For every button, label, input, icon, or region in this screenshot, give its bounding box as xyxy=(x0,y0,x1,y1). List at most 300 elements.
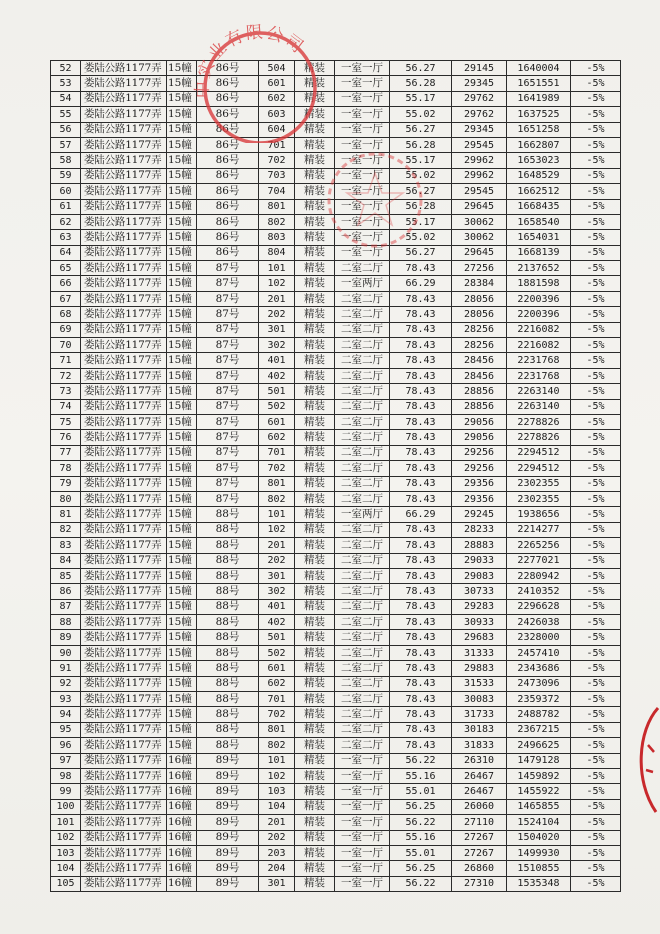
cell-room: 601 xyxy=(259,76,295,91)
cell-discount: -5% xyxy=(571,491,621,506)
cell-addr: 娄陆公路1177弄 xyxy=(81,676,167,691)
cell-unit: 86号 xyxy=(197,137,259,152)
cell-addr: 娄陆公路1177弄 xyxy=(81,122,167,137)
cell-no: 97 xyxy=(51,753,81,768)
cell-discount: -5% xyxy=(571,568,621,583)
cell-layout: 二室二厅 xyxy=(335,522,390,537)
cell-bld: 15幢 xyxy=(167,507,197,522)
cell-no: 86 xyxy=(51,584,81,599)
cell-deco: 精装 xyxy=(295,599,335,614)
cell-unit: 86号 xyxy=(197,107,259,122)
cell-unit: 87号 xyxy=(197,414,259,429)
cell-unit-price: 27310 xyxy=(452,876,507,891)
cell-bld: 15幢 xyxy=(167,184,197,199)
cell-deco: 精装 xyxy=(295,168,335,183)
cell-addr: 娄陆公路1177弄 xyxy=(81,338,167,353)
cell-bld: 15幢 xyxy=(167,137,197,152)
table-row xyxy=(51,876,621,891)
cell-area: 78.43 xyxy=(390,630,452,645)
cell-addr: 娄陆公路1177弄 xyxy=(81,753,167,768)
cell-no: 76 xyxy=(51,430,81,445)
table-row xyxy=(51,61,621,76)
cell-area: 78.43 xyxy=(390,553,452,568)
cell-area: 78.43 xyxy=(390,522,452,537)
cell-layout: 一室一厅 xyxy=(335,137,390,152)
cell-room: 202 xyxy=(259,553,295,568)
cell-addr: 娄陆公路1177弄 xyxy=(81,615,167,630)
table-row xyxy=(51,845,621,860)
cell-total: 2302355 xyxy=(507,476,571,491)
cell-deco: 精装 xyxy=(295,692,335,707)
cell-area: 78.43 xyxy=(390,645,452,660)
table-row xyxy=(51,414,621,429)
cell-unit: 88号 xyxy=(197,645,259,660)
cell-area: 56.27 xyxy=(390,184,452,199)
cell-unit: 86号 xyxy=(197,91,259,106)
cell-layout: 一室一厅 xyxy=(335,61,390,76)
cell-room: 702 xyxy=(259,153,295,168)
cell-addr: 娄陆公路1177弄 xyxy=(81,784,167,799)
cell-area: 78.43 xyxy=(390,692,452,707)
cell-addr: 娄陆公路1177弄 xyxy=(81,522,167,537)
cell-layout: 二室二厅 xyxy=(335,338,390,353)
cell-bld: 15幢 xyxy=(167,661,197,676)
cell-room: 203 xyxy=(259,845,295,860)
cell-addr: 娄陆公路1177弄 xyxy=(81,815,167,830)
cell-bld: 15幢 xyxy=(167,107,197,122)
cell-bld: 15幢 xyxy=(167,322,197,337)
cell-unit: 88号 xyxy=(197,630,259,645)
cell-room: 102 xyxy=(259,768,295,783)
cell-addr: 娄陆公路1177弄 xyxy=(81,568,167,583)
table-row xyxy=(51,491,621,506)
cell-addr: 娄陆公路1177弄 xyxy=(81,830,167,845)
cell-addr: 娄陆公路1177弄 xyxy=(81,245,167,260)
cell-deco: 精装 xyxy=(295,630,335,645)
cell-discount: -5% xyxy=(571,861,621,876)
cell-deco: 精装 xyxy=(295,722,335,737)
cell-room: 601 xyxy=(259,661,295,676)
cell-no: 80 xyxy=(51,491,81,506)
table-row xyxy=(51,738,621,753)
cell-unit-price: 29883 xyxy=(452,661,507,676)
cell-discount: -5% xyxy=(571,276,621,291)
table-row xyxy=(51,861,621,876)
cell-bld: 15幢 xyxy=(167,276,197,291)
cell-deco: 精装 xyxy=(295,491,335,506)
table-row xyxy=(51,722,621,737)
cell-bld: 15幢 xyxy=(167,722,197,737)
cell-deco: 精装 xyxy=(295,568,335,583)
cell-unit: 88号 xyxy=(197,599,259,614)
cell-no: 88 xyxy=(51,615,81,630)
cell-unit: 87号 xyxy=(197,353,259,368)
cell-discount: -5% xyxy=(571,553,621,568)
cell-discount: -5% xyxy=(571,784,621,799)
cell-discount: -5% xyxy=(571,153,621,168)
cell-area: 78.43 xyxy=(390,568,452,583)
cell-room: 701 xyxy=(259,692,295,707)
cell-discount: -5% xyxy=(571,630,621,645)
cell-total: 1938656 xyxy=(507,507,571,522)
cell-area: 56.25 xyxy=(390,799,452,814)
cell-room: 501 xyxy=(259,630,295,645)
cell-area: 78.43 xyxy=(390,338,452,353)
cell-no: 77 xyxy=(51,445,81,460)
cell-unit: 88号 xyxy=(197,738,259,753)
cell-bld: 15幢 xyxy=(167,307,197,322)
cell-total: 2216082 xyxy=(507,322,571,337)
cell-unit: 86号 xyxy=(197,61,259,76)
cell-no: 105 xyxy=(51,876,81,891)
cell-discount: -5% xyxy=(571,815,621,830)
cell-total: 2410352 xyxy=(507,584,571,599)
cell-bld: 16幢 xyxy=(167,784,197,799)
cell-unit-price: 31833 xyxy=(452,738,507,753)
cell-addr: 娄陆公路1177弄 xyxy=(81,61,167,76)
cell-addr: 娄陆公路1177弄 xyxy=(81,799,167,814)
cell-layout: 二室二厅 xyxy=(335,307,390,322)
svg-text:中实业有限公司: 中实业有限公司 xyxy=(192,22,309,99)
cell-deco: 精装 xyxy=(295,645,335,660)
cell-layout: 一室一厅 xyxy=(335,214,390,229)
cell-layout: 一室两厅 xyxy=(335,507,390,522)
cell-unit: 89号 xyxy=(197,861,259,876)
cell-addr: 娄陆公路1177弄 xyxy=(81,168,167,183)
cell-no: 66 xyxy=(51,276,81,291)
cell-layout: 一室一厅 xyxy=(335,199,390,214)
cell-deco: 精装 xyxy=(295,353,335,368)
cell-addr: 娄陆公路1177弄 xyxy=(81,91,167,106)
cell-unit-price: 28856 xyxy=(452,399,507,414)
cell-area: 78.43 xyxy=(390,445,452,460)
cell-addr: 娄陆公路1177弄 xyxy=(81,230,167,245)
cell-area: 55.17 xyxy=(390,91,452,106)
table-row xyxy=(51,430,621,445)
table-row xyxy=(51,107,621,122)
cell-discount: -5% xyxy=(571,830,621,845)
cell-no: 58 xyxy=(51,153,81,168)
cell-no: 91 xyxy=(51,661,81,676)
cell-addr: 娄陆公路1177弄 xyxy=(81,307,167,322)
cell-layout: 二室二厅 xyxy=(335,615,390,630)
cell-layout: 二室二厅 xyxy=(335,722,390,737)
cell-area: 78.43 xyxy=(390,738,452,753)
cell-no: 78 xyxy=(51,461,81,476)
cell-addr: 娄陆公路1177弄 xyxy=(81,707,167,722)
cell-addr: 娄陆公路1177弄 xyxy=(81,584,167,599)
cell-discount: -5% xyxy=(571,461,621,476)
cell-no: 64 xyxy=(51,245,81,260)
cell-discount: -5% xyxy=(571,122,621,137)
cell-bld: 15幢 xyxy=(167,168,197,183)
cell-no: 67 xyxy=(51,291,81,306)
cell-unit: 88号 xyxy=(197,661,259,676)
cell-total: 1504020 xyxy=(507,830,571,845)
table-row xyxy=(51,538,621,553)
cell-addr: 娄陆公路1177弄 xyxy=(81,276,167,291)
cell-bld: 15幢 xyxy=(167,553,197,568)
table-row xyxy=(51,784,621,799)
cell-no: 85 xyxy=(51,568,81,583)
cell-total: 2457410 xyxy=(507,645,571,660)
cell-unit-price: 28384 xyxy=(452,276,507,291)
cell-discount: -5% xyxy=(571,722,621,737)
cell-deco: 精装 xyxy=(295,507,335,522)
cell-discount: -5% xyxy=(571,738,621,753)
cell-deco: 精装 xyxy=(295,430,335,445)
cell-no: 59 xyxy=(51,168,81,183)
cell-layout: 一室一厅 xyxy=(335,91,390,106)
cell-room: 602 xyxy=(259,430,295,445)
cell-room: 402 xyxy=(259,615,295,630)
cell-bld: 16幢 xyxy=(167,830,197,845)
table-row xyxy=(51,799,621,814)
cell-unit-price: 28233 xyxy=(452,522,507,537)
cell-area: 78.43 xyxy=(390,414,452,429)
cell-deco: 精装 xyxy=(295,768,335,783)
cell-no: 73 xyxy=(51,384,81,399)
cell-unit: 86号 xyxy=(197,214,259,229)
table-row xyxy=(51,553,621,568)
cell-unit-price: 30062 xyxy=(452,230,507,245)
cell-bld: 16幢 xyxy=(167,861,197,876)
cell-bld: 16幢 xyxy=(167,753,197,768)
cell-unit: 87号 xyxy=(197,276,259,291)
table-row xyxy=(51,476,621,491)
table-row xyxy=(51,599,621,614)
cell-unit: 87号 xyxy=(197,491,259,506)
cell-unit-price: 26467 xyxy=(452,784,507,799)
cell-deco: 精装 xyxy=(295,384,335,399)
cell-total: 2359372 xyxy=(507,692,571,707)
cell-room: 501 xyxy=(259,384,295,399)
cell-deco: 精装 xyxy=(295,307,335,322)
table-row xyxy=(51,507,621,522)
cell-room: 804 xyxy=(259,245,295,260)
cell-addr: 娄陆公路1177弄 xyxy=(81,861,167,876)
cell-discount: -5% xyxy=(571,876,621,891)
cell-layout: 一室一厅 xyxy=(335,76,390,91)
cell-addr: 娄陆公路1177弄 xyxy=(81,507,167,522)
cell-no: 102 xyxy=(51,830,81,845)
cell-discount: -5% xyxy=(571,61,621,76)
cell-area: 56.22 xyxy=(390,815,452,830)
cell-no: 94 xyxy=(51,707,81,722)
table-row xyxy=(51,137,621,152)
cell-area: 78.43 xyxy=(390,722,452,737)
cell-bld: 15幢 xyxy=(167,61,197,76)
cell-deco: 精装 xyxy=(295,538,335,553)
cell-deco: 精装 xyxy=(295,137,335,152)
cell-area: 78.43 xyxy=(390,599,452,614)
cell-bld: 15幢 xyxy=(167,291,197,306)
cell-addr: 娄陆公路1177弄 xyxy=(81,184,167,199)
table-row xyxy=(51,384,621,399)
cell-room: 102 xyxy=(259,522,295,537)
cell-area: 78.43 xyxy=(390,430,452,445)
cell-area: 56.28 xyxy=(390,137,452,152)
cell-total: 1455922 xyxy=(507,784,571,799)
cell-discount: -5% xyxy=(571,399,621,414)
cell-room: 704 xyxy=(259,184,295,199)
cell-unit: 88号 xyxy=(197,692,259,707)
table-row xyxy=(51,445,621,460)
cell-deco: 精装 xyxy=(295,876,335,891)
cell-discount: -5% xyxy=(571,414,621,429)
cell-unit-price: 29962 xyxy=(452,168,507,183)
cell-area: 78.43 xyxy=(390,538,452,553)
cell-area: 78.43 xyxy=(390,676,452,691)
cell-no: 57 xyxy=(51,137,81,152)
cell-total: 1459892 xyxy=(507,768,571,783)
cell-addr: 娄陆公路1177弄 xyxy=(81,661,167,676)
cell-layout: 二室二厅 xyxy=(335,399,390,414)
cell-unit-price: 29083 xyxy=(452,568,507,583)
table-row xyxy=(51,307,621,322)
cell-no: 89 xyxy=(51,630,81,645)
cell-no: 53 xyxy=(51,76,81,91)
cell-layout: 二室二厅 xyxy=(335,261,390,276)
edge-seal-fragment xyxy=(628,700,660,820)
cell-no: 62 xyxy=(51,214,81,229)
cell-deco: 精装 xyxy=(295,199,335,214)
cell-discount: -5% xyxy=(571,430,621,445)
cell-deco: 精装 xyxy=(295,522,335,537)
cell-unit: 86号 xyxy=(197,168,259,183)
cell-layout: 二室二厅 xyxy=(335,491,390,506)
cell-discount: -5% xyxy=(571,338,621,353)
cell-area: 78.43 xyxy=(390,476,452,491)
table-row xyxy=(51,630,621,645)
cell-bld: 15幢 xyxy=(167,461,197,476)
cell-no: 87 xyxy=(51,599,81,614)
table-body xyxy=(51,61,621,892)
cell-addr: 娄陆公路1177弄 xyxy=(81,845,167,860)
cell-total: 1524104 xyxy=(507,815,571,830)
cell-total: 1654031 xyxy=(507,230,571,245)
cell-no: 52 xyxy=(51,61,81,76)
cell-addr: 娄陆公路1177弄 xyxy=(81,538,167,553)
cell-room: 702 xyxy=(259,461,295,476)
cell-area: 66.29 xyxy=(390,507,452,522)
cell-deco: 精装 xyxy=(295,261,335,276)
cell-deco: 精装 xyxy=(295,445,335,460)
cell-room: 701 xyxy=(259,445,295,460)
table-row xyxy=(51,153,621,168)
cell-area: 78.43 xyxy=(390,584,452,599)
cell-room: 202 xyxy=(259,307,295,322)
cell-unit-price: 29256 xyxy=(452,461,507,476)
cell-area: 55.16 xyxy=(390,768,452,783)
cell-no: 65 xyxy=(51,261,81,276)
cell-deco: 精装 xyxy=(295,399,335,414)
cell-room: 801 xyxy=(259,476,295,491)
cell-discount: -5% xyxy=(571,168,621,183)
cell-no: 72 xyxy=(51,368,81,383)
cell-no: 75 xyxy=(51,414,81,429)
cell-area: 78.43 xyxy=(390,384,452,399)
table-row xyxy=(51,338,621,353)
cell-unit-price: 28456 xyxy=(452,368,507,383)
cell-layout: 一室一厅 xyxy=(335,153,390,168)
cell-area: 56.28 xyxy=(390,76,452,91)
cell-layout: 一室一厅 xyxy=(335,122,390,137)
cell-layout: 二室二厅 xyxy=(335,676,390,691)
cell-layout: 二室二厅 xyxy=(335,630,390,645)
cell-deco: 精装 xyxy=(295,676,335,691)
cell-area: 56.27 xyxy=(390,122,452,137)
cell-layout: 二室二厅 xyxy=(335,445,390,460)
cell-total: 2343686 xyxy=(507,661,571,676)
cell-deco: 精装 xyxy=(295,615,335,630)
cell-area: 78.43 xyxy=(390,461,452,476)
cell-no: 104 xyxy=(51,861,81,876)
cell-unit-price: 27110 xyxy=(452,815,507,830)
cell-deco: 精装 xyxy=(295,245,335,260)
cell-addr: 娄陆公路1177弄 xyxy=(81,353,167,368)
cell-unit-price: 30733 xyxy=(452,584,507,599)
cell-deco: 精装 xyxy=(295,322,335,337)
cell-layout: 二室二厅 xyxy=(335,568,390,583)
cell-unit: 89号 xyxy=(197,876,259,891)
cell-deco: 精装 xyxy=(295,368,335,383)
cell-bld: 15幢 xyxy=(167,199,197,214)
cell-bld: 15幢 xyxy=(167,353,197,368)
cell-bld: 15幢 xyxy=(167,245,197,260)
cell-unit: 87号 xyxy=(197,476,259,491)
cell-layout: 一室一厅 xyxy=(335,799,390,814)
cell-addr: 娄陆公路1177弄 xyxy=(81,553,167,568)
cell-room: 504 xyxy=(259,61,295,76)
table-row xyxy=(51,184,621,199)
cell-area: 78.43 xyxy=(390,491,452,506)
cell-no: 60 xyxy=(51,184,81,199)
cell-deco: 精装 xyxy=(295,845,335,860)
cell-addr: 娄陆公路1177弄 xyxy=(81,645,167,660)
cell-total: 1637525 xyxy=(507,107,571,122)
cell-total: 2473096 xyxy=(507,676,571,691)
cell-deco: 精装 xyxy=(295,707,335,722)
cell-unit: 86号 xyxy=(197,122,259,137)
table-row xyxy=(51,122,621,137)
cell-unit: 88号 xyxy=(197,584,259,599)
cell-no: 99 xyxy=(51,784,81,799)
cell-unit-price: 29356 xyxy=(452,476,507,491)
cell-total: 1668139 xyxy=(507,245,571,260)
cell-area: 55.02 xyxy=(390,107,452,122)
cell-total: 2277021 xyxy=(507,553,571,568)
cell-room: 301 xyxy=(259,322,295,337)
table-row xyxy=(51,645,621,660)
cell-deco: 精装 xyxy=(295,753,335,768)
cell-area: 55.17 xyxy=(390,153,452,168)
cell-room: 104 xyxy=(259,799,295,814)
cell-discount: -5% xyxy=(571,522,621,537)
table-row xyxy=(51,261,621,276)
table-row xyxy=(51,661,621,676)
cell-discount: -5% xyxy=(571,368,621,383)
cell-unit-price: 27267 xyxy=(452,830,507,845)
cell-unit: 87号 xyxy=(197,461,259,476)
cell-discount: -5% xyxy=(571,661,621,676)
cell-discount: -5% xyxy=(571,137,621,152)
cell-unit-price: 29256 xyxy=(452,445,507,460)
cell-unit-price: 29145 xyxy=(452,61,507,76)
table-row xyxy=(51,245,621,260)
cell-total: 1535348 xyxy=(507,876,571,891)
cell-deco: 精装 xyxy=(295,76,335,91)
